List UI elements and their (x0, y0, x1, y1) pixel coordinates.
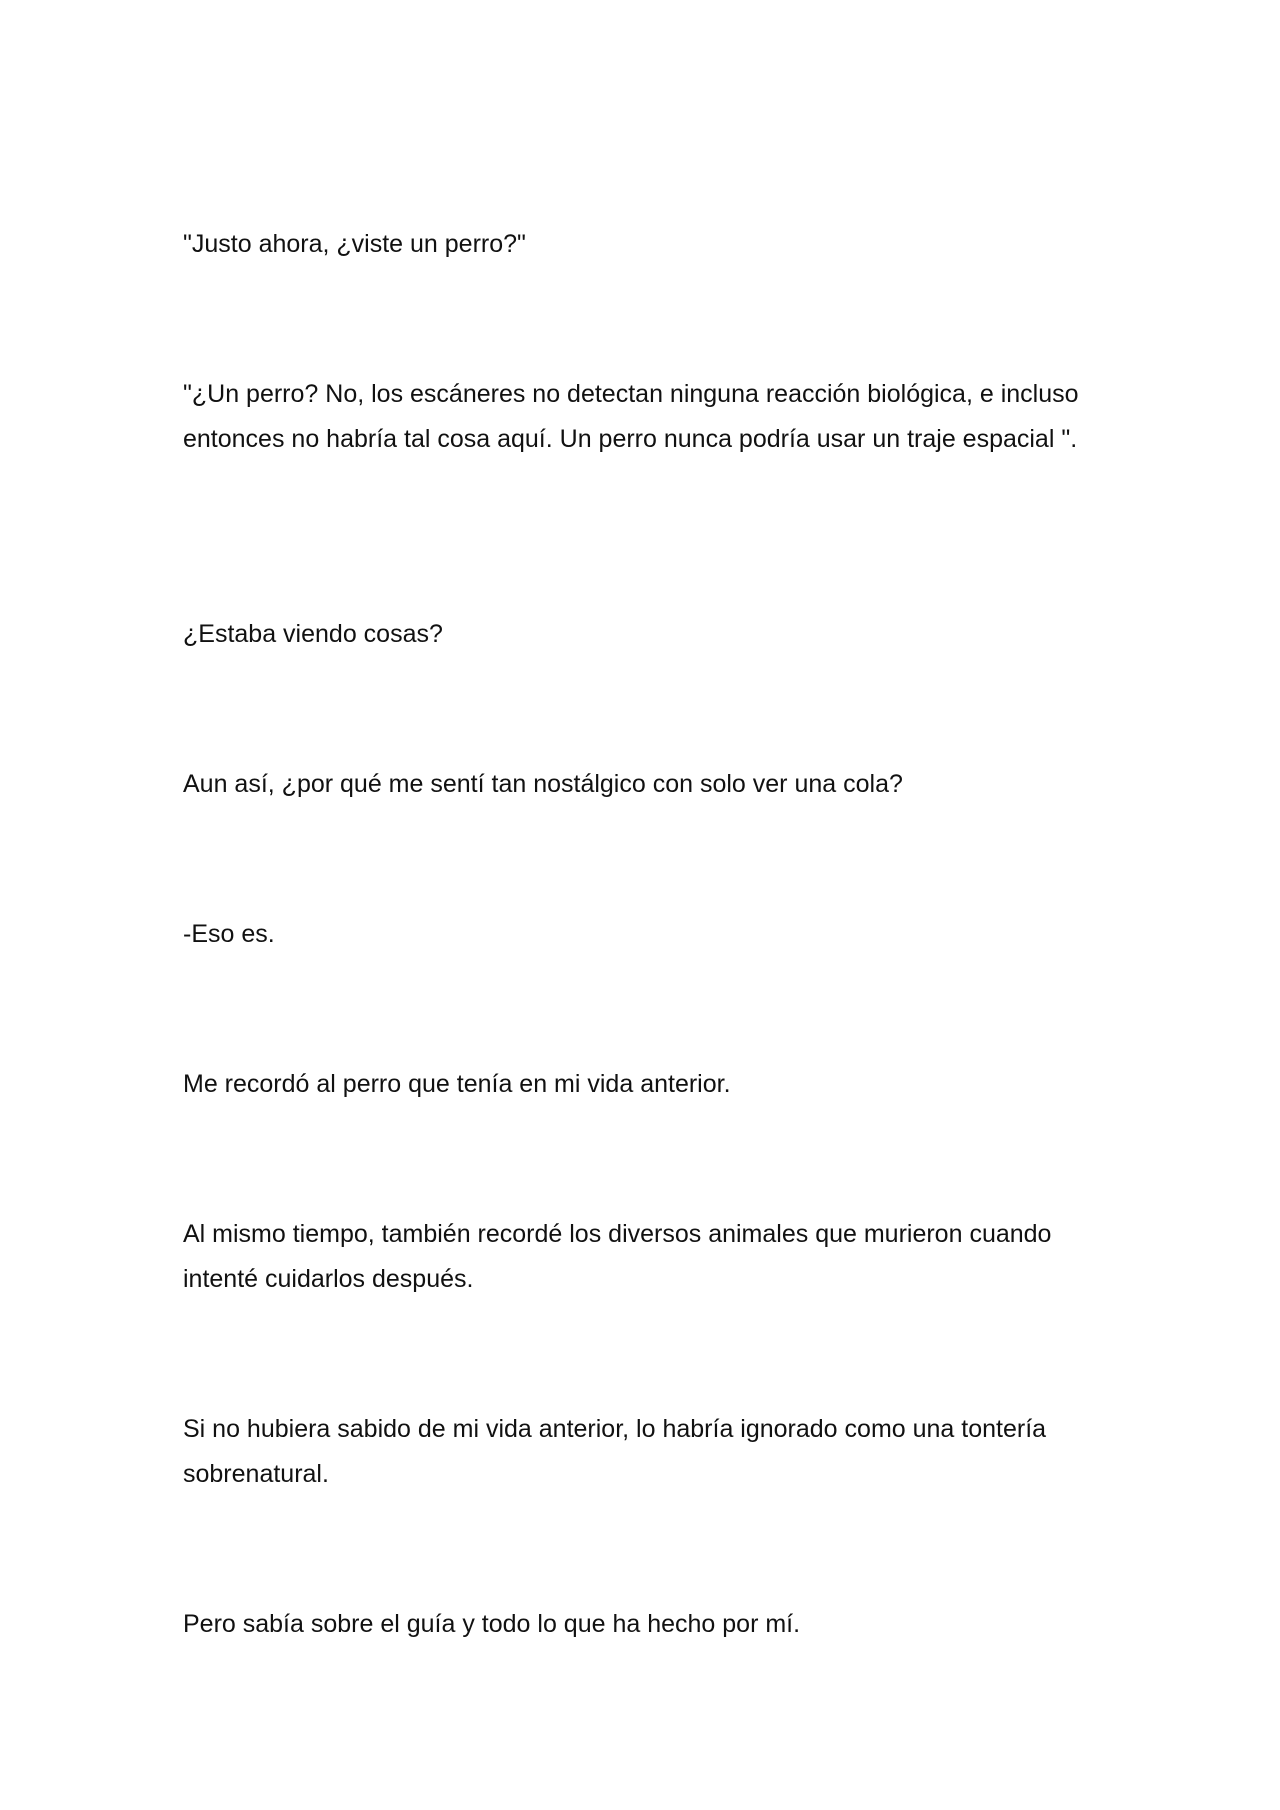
paragraph-5: -Eso es. (183, 920, 275, 948)
paragraph-4: Aun así, ¿por qué me sentí tan nostálgico con solo ver una cola? (183, 770, 903, 798)
paragraph-3: ¿Estaba viendo cosas? (183, 620, 443, 648)
paragraph-6: Me recordó al perro que tenía en mi vida anterior. (183, 1070, 731, 1098)
paragraph-1: "Justo ahora, ¿viste un perro?" (183, 230, 526, 258)
paragraph-2: "¿Un perro? No, los escáneres no detectan ninguna reacción biológica, e incluso entonces no habría tal cosa aquí. Un perro nunca podría usar un traje espacial ". (183, 380, 1079, 453)
paragraph-8: Si no hubiera sabido de mi vida anterior, lo habría ignorado como una tontería sobrenatural. (183, 1415, 1047, 1488)
paragraph-9: Pero sabía sobre el guía y todo lo que ha hecho por mí. (183, 1610, 801, 1638)
paragraph-7: Al mismo tiempo, también recordé los diversos animales que murieron cuando intenté cuidarlos después. (183, 1220, 1052, 1293)
